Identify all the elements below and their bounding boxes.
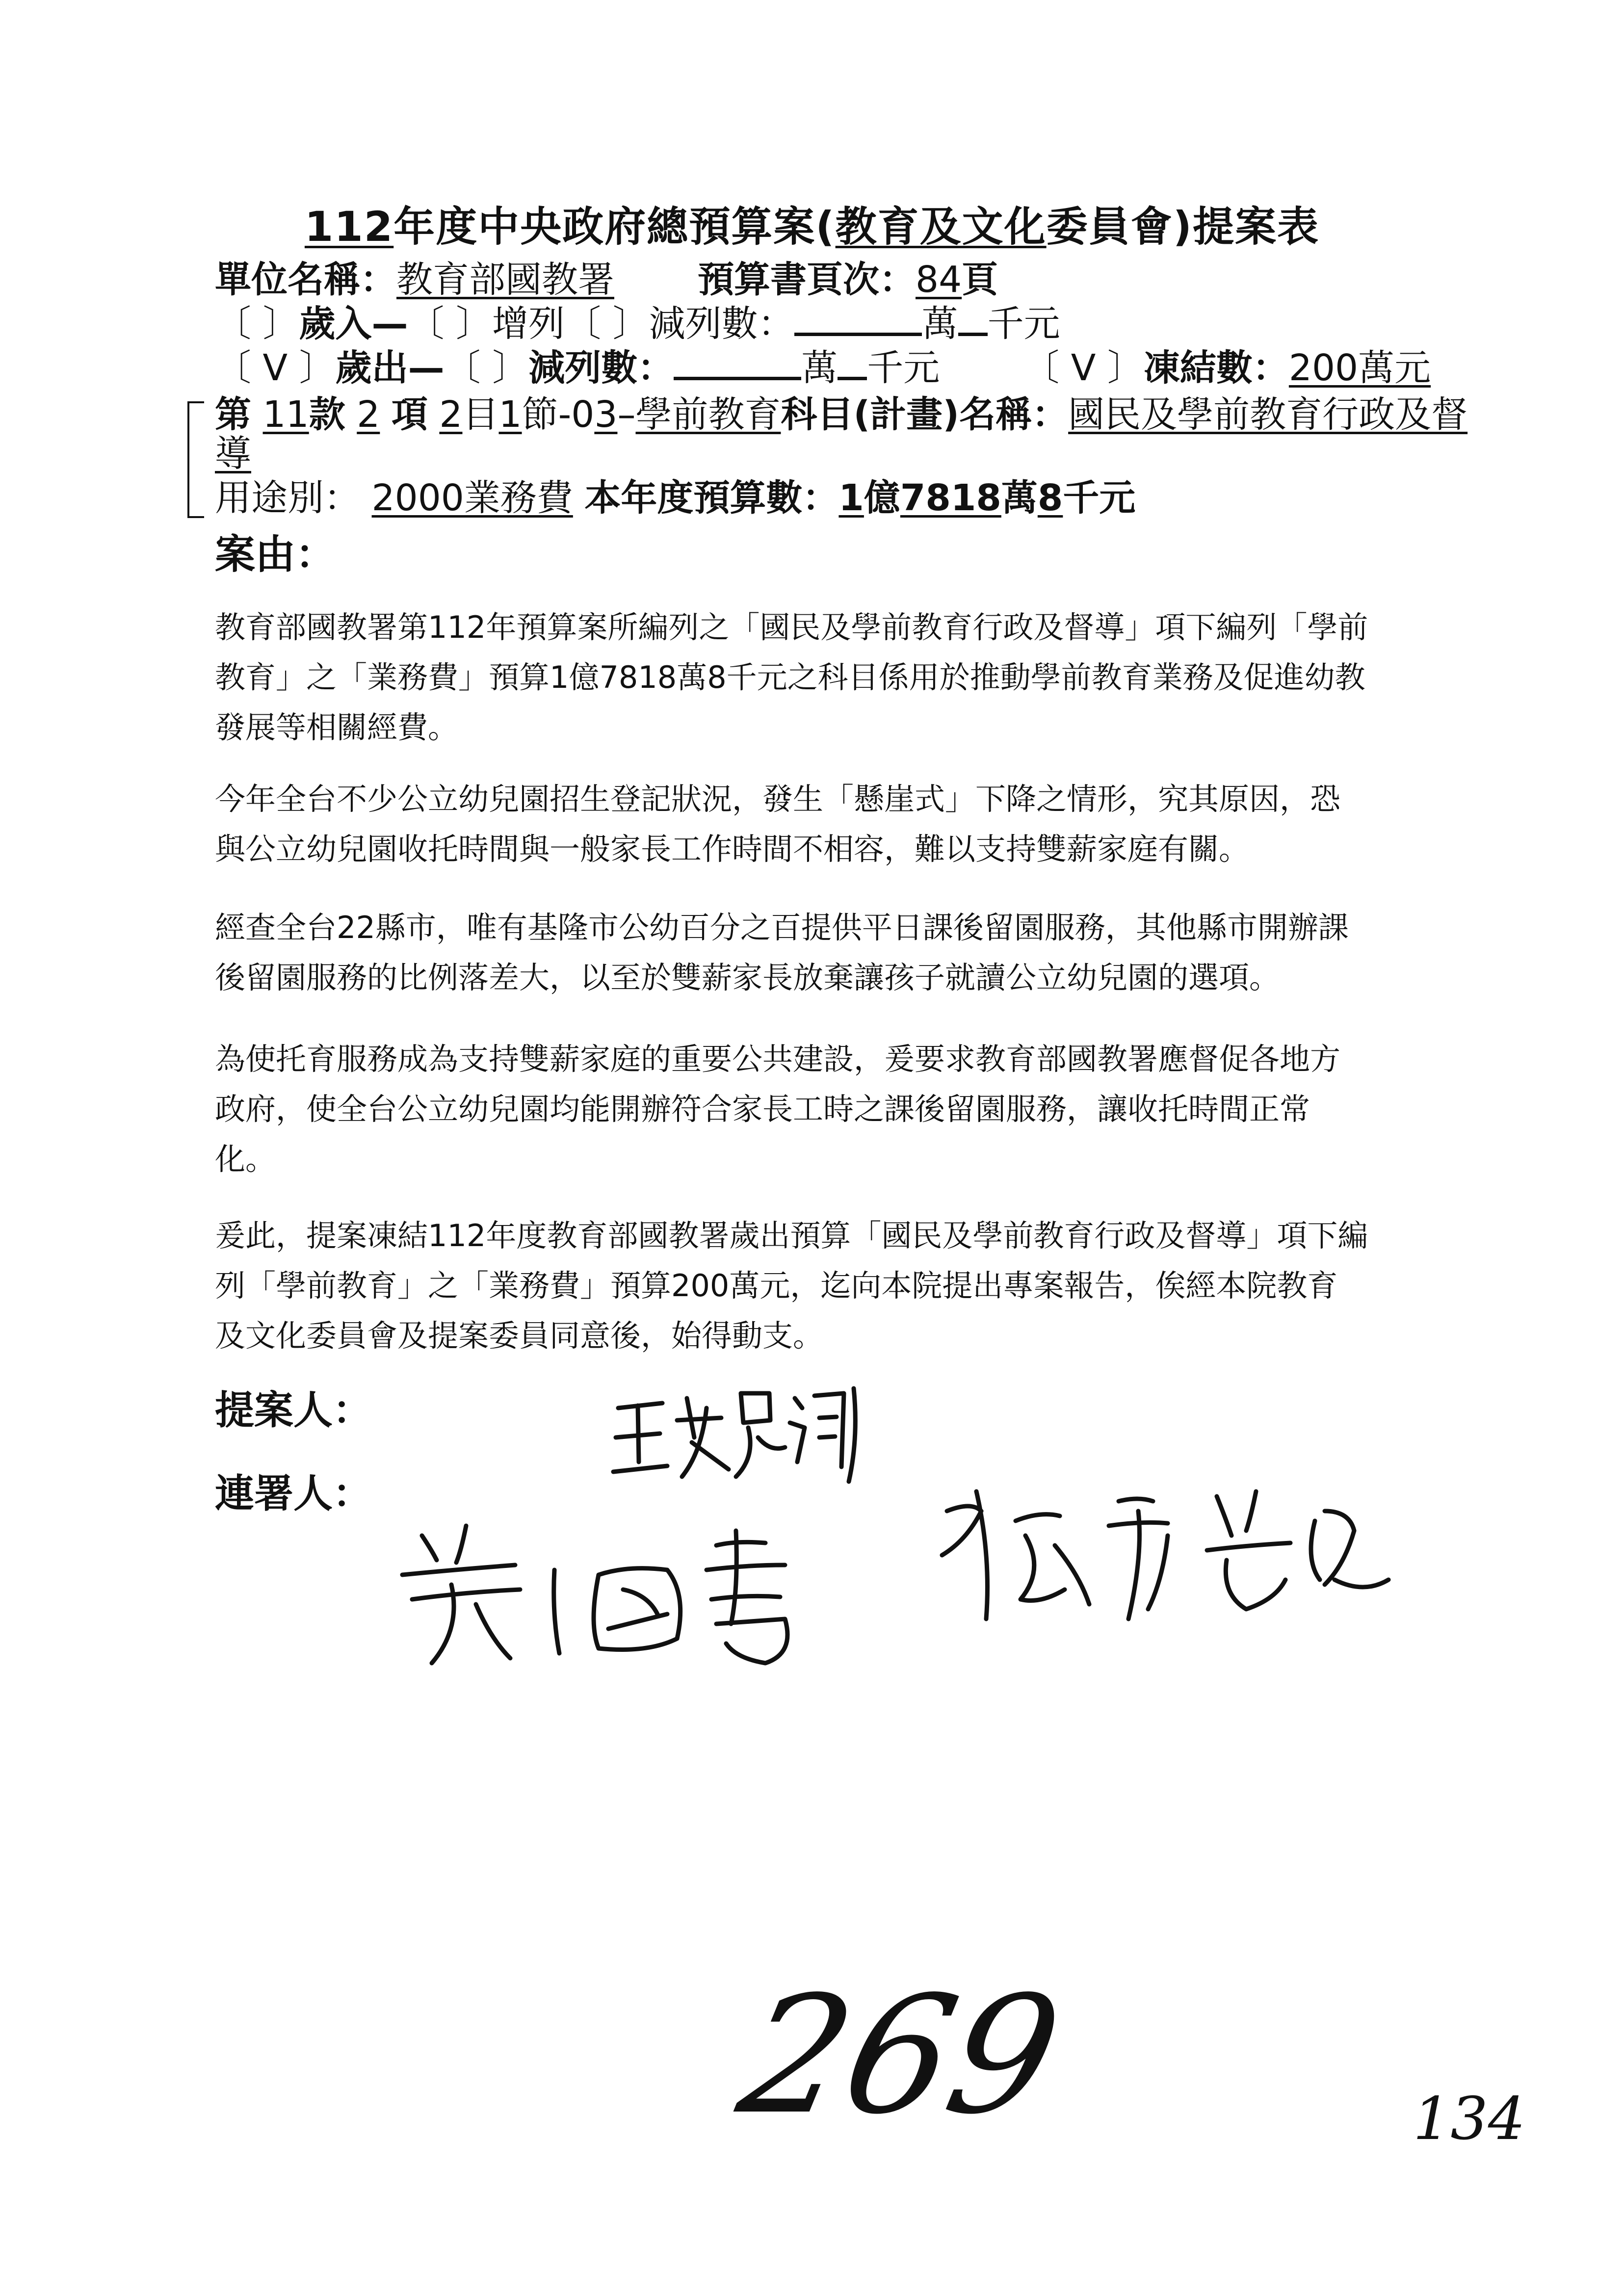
item-plan-name: 國民及學前教育行政及督 [1068, 393, 1468, 436]
item-xiang-no: 2 [357, 393, 380, 436]
page-label: 預算書頁次： [698, 259, 916, 301]
title-part2: 委員會)提案表 [1046, 203, 1320, 251]
item-subject: 學前教育 [635, 393, 781, 436]
budget-wan-no: 7818 [900, 477, 1001, 519]
page-value: 84 [916, 259, 962, 301]
expense-qian: 千元 [867, 347, 940, 389]
reason-paragraph-2: 今年全台不少公立幼兒園招生登記狀況，發生「懸崖式」下降之情形，究其原因，恐 與公立幼兒園收托時間與一般家長工作時間不相容，難以支持雙薪家庭有關。 [215, 781, 1341, 867]
item-mu: 目 [462, 393, 499, 436]
revenue-qian-blank [958, 302, 988, 336]
corner-page-number: 134 [1413, 2085, 1526, 2153]
item-kuan-no: 11 [262, 393, 309, 436]
budget-qian-no: 8 [1037, 477, 1063, 519]
page-suffix: 頁 [962, 259, 998, 301]
item-subject-label: 科目(計畫)名稱： [781, 393, 1069, 436]
revenue-label: 歲入— [299, 303, 408, 345]
item-xiang: 項 [391, 393, 428, 436]
expense-qian-blank [838, 346, 867, 380]
item-line-cont [215, 432, 251, 476]
expense-reduce-box: 〔 〕 [444, 347, 529, 389]
cosigner-signature-1 [393, 1516, 908, 1673]
budget-label: 本年度預算數： [584, 477, 839, 519]
item-line [215, 392, 1467, 437]
title-part1: 年度中央政府總預算案( [393, 203, 836, 251]
freeze-value: 200萬元 [1288, 347, 1431, 389]
revenue-checkbox: 〔 〕 [215, 303, 299, 345]
item-mu-no: 2 [439, 393, 463, 436]
revenue-wan: 萬 [921, 303, 958, 345]
expense-label: 歲出— [335, 347, 445, 389]
reason-paragraph-3: 經查全台22縣市，唯有基隆市公幼百分之百提供平日課後留園服務，其他縣市開辦課 後留園服務的比例落差大，以至於雙薪家長放棄讓孩子就讀公立幼兒園的選項。 [215, 910, 1349, 995]
budget-yi-no: 1 [838, 477, 864, 519]
handwritten-page-number: 269 [726, 1961, 1075, 2150]
budget-qian: 千元 [1063, 477, 1136, 519]
reason-paragraph-1: 教育部國教署第112年預算案所編列之「國民及學前教育行政及督導」項下編列「學前 教育」之「業務費」預算1億7818萬8千元之科目係用於推動學前教育業務及促進幼教 發展等相關經費。 [215, 609, 1368, 745]
item-dash: – [617, 393, 636, 436]
proposer-signature [608, 1379, 864, 1491]
expense-line [215, 346, 1431, 390]
revenue-reduce: 〔 〕減列數： [565, 303, 794, 345]
expense-wan: 萬 [801, 347, 838, 389]
unit-value: 教育部國教署 [396, 259, 614, 301]
item-kuan: 款 [309, 393, 345, 436]
expense-wan-blank [674, 346, 801, 380]
item-di: 第 [215, 393, 251, 436]
item-plan-name-cont: 導 [215, 433, 251, 475]
unit-label: 單位名稱： [215, 259, 396, 301]
reason-label: 案由： [215, 531, 336, 578]
revenue-add: 〔 〕增列 [408, 303, 565, 345]
cosigner-signature-2 [932, 1482, 1398, 1644]
proposer-label: 提案人： [215, 1387, 372, 1433]
expense-reduce-label: 減列數： [528, 347, 674, 389]
expense-checkbox: 〔 V 〕 [215, 347, 336, 389]
revenue-line [215, 302, 1060, 346]
title-year: 112 [304, 203, 394, 251]
item-sub-no: 3 [594, 393, 618, 436]
usage-line [215, 476, 1135, 520]
budget-wan: 萬 [1001, 477, 1038, 519]
budget-yi: 億 [864, 477, 900, 519]
freeze-checkbox: 〔 V 〕 [1023, 347, 1144, 389]
reason-paragraph-5: 爰此，提案凍結112年度教育部國教署歲出預算「國民及學前教育行政及督導」項下編 列「學前教育」之「業務費」預算200萬元，迄向本院提出專案報告，俟經本院教育 及文化委員會及提案委員同意後，始得動支。 [215, 1218, 1368, 1354]
reason-paragraph-4: 為使托育服務成為支持雙薪家庭的重要公共建設，爰要求教育部國教署應督促各地方 政府，使全台公立幼兒園均能開辦符合家長工時之課後留園服務，讓收托時間正常 化。 [215, 1041, 1341, 1177]
usage-value: 2000業務費 [371, 477, 573, 519]
usage-label: 用途別： [215, 477, 360, 519]
document-title [0, 194, 1624, 253]
item-jie: 節-0 [522, 393, 595, 436]
item-bracket [187, 401, 204, 518]
item-jie-no: 1 [498, 393, 522, 436]
revenue-wan-blank [794, 302, 922, 336]
title-committee: 教育及文化 [835, 203, 1047, 251]
cosigner-label: 連署人： [215, 1471, 372, 1516]
revenue-qian: 千元 [987, 303, 1060, 345]
unit-line [215, 258, 998, 302]
freeze-label: 凍結數： [1143, 347, 1289, 389]
